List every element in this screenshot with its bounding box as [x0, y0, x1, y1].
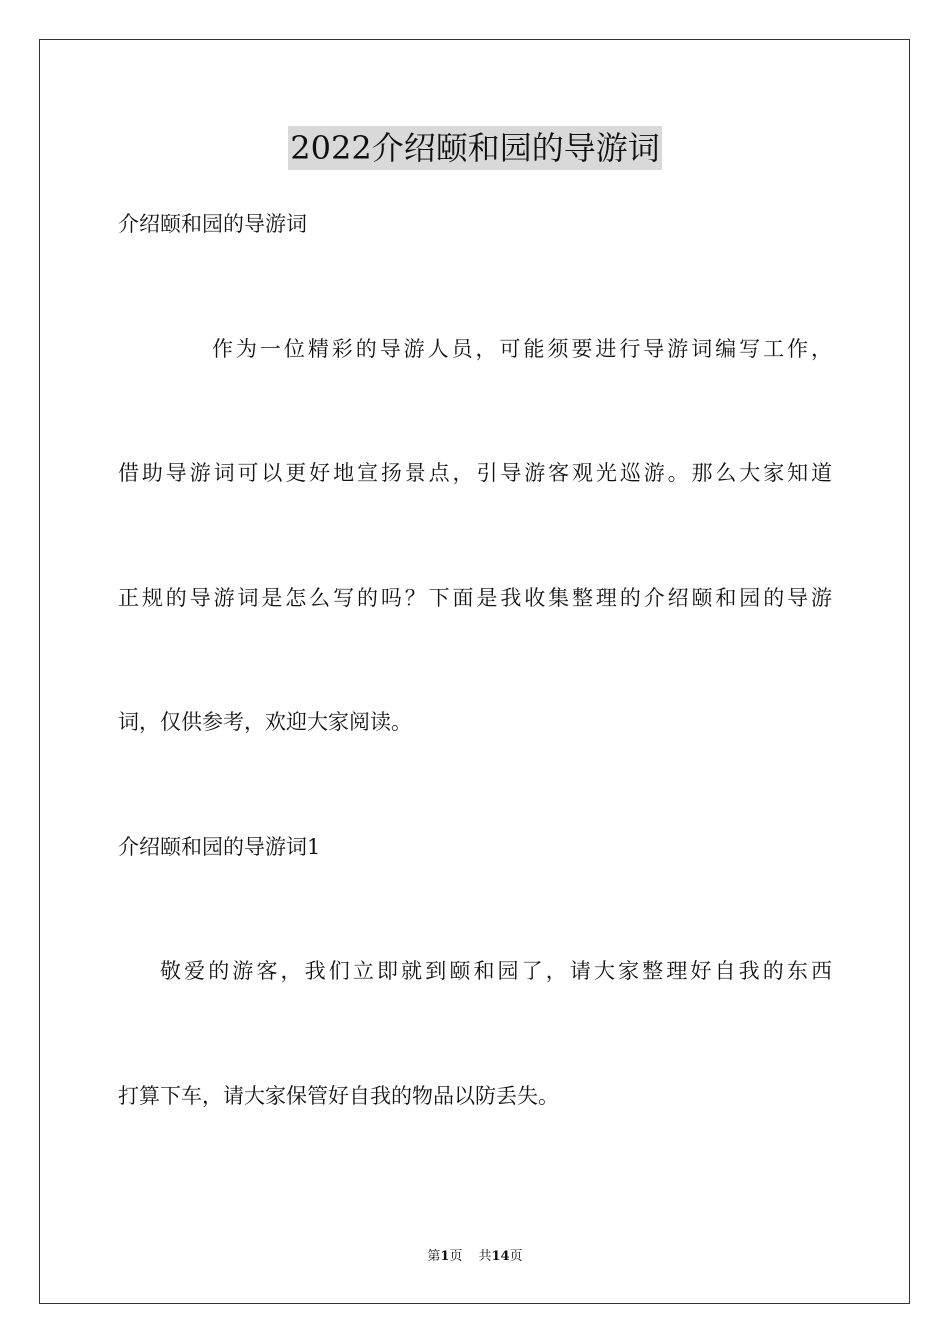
footer-total-prefix: 共 — [478, 1249, 492, 1264]
footer-total-suffix: 页 — [509, 1249, 523, 1264]
document-title: 2022介绍颐和园的导游词 — [288, 126, 661, 170]
section-line-2: 打算下车，请大家保管好自我的物品以防丢失。 — [118, 1084, 559, 1108]
section-line-1: 敬爱的游客，我们立即就到颐和园了，请大家整理好自我的东西 — [160, 959, 832, 983]
page-footer — [0, 1248, 950, 1266]
document-subtitle: 介绍颐和园的导游词 — [118, 212, 307, 236]
intro-line-1: 作为一位精彩的导游人员，可能须要进行导游词编写工作， — [212, 337, 832, 361]
title-container — [0, 126, 950, 170]
intro-line-4: 词，仅供参考，欢迎大家阅读。 — [118, 710, 412, 734]
footer-total-pages: 14 — [491, 1249, 510, 1264]
intro-line-2: 借助导游词可以更好地宣扬景点，引导游客观光巡游。那么大家知道 — [118, 461, 832, 485]
footer-page-number: 1 — [440, 1249, 450, 1264]
footer-page-suffix: 页 — [449, 1249, 463, 1264]
section-heading: 介绍颐和园的导游词1 — [118, 835, 321, 859]
intro-line-3: 正规的导游词是怎么写的吗？下面是我收集整理的介绍颐和园的导游 — [118, 586, 832, 610]
footer-page-prefix: 第 — [427, 1249, 441, 1264]
